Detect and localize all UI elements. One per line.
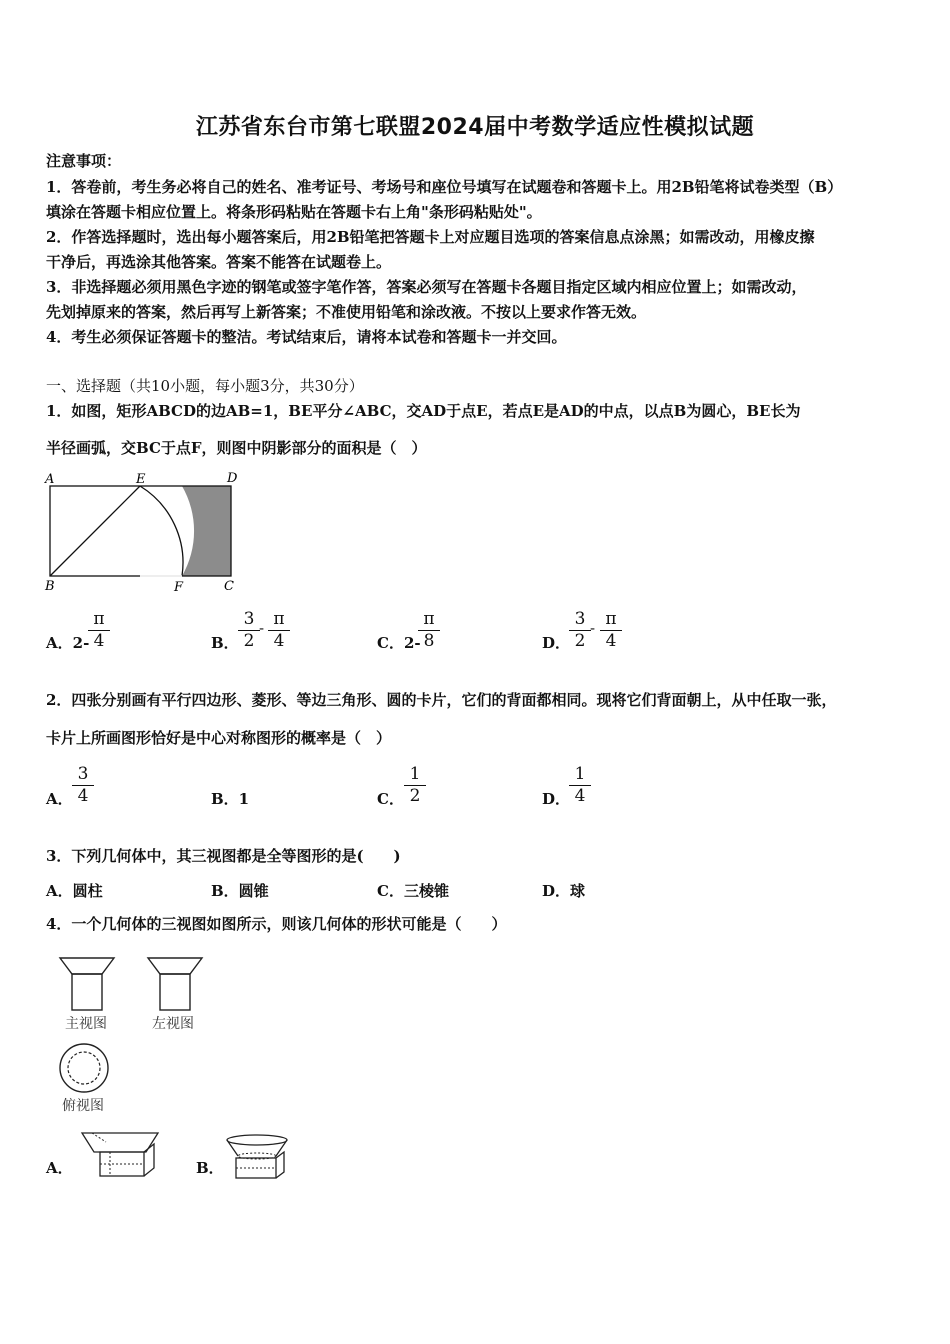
label-f: F [174, 580, 184, 595]
rectangle-figure [40, 468, 250, 596]
arc-ef [140, 486, 183, 576]
cone-top-ellipse [227, 1135, 287, 1145]
numerator: π [423, 609, 435, 629]
box-side [144, 1144, 154, 1176]
label-b: B [45, 579, 55, 594]
notice-line: 填涂在答题卡相应位置上。将条形码粘贴在答题卡右上角"条形码粘贴处"。 [46, 203, 542, 221]
denominator: 2 [409, 786, 421, 806]
question-2-text: 卡片上所画图形恰好是中心对称图形的概率是（ ） [46, 729, 392, 747]
left-view-label: 左视图 [152, 1016, 194, 1032]
question-4-text: 4．一个几何体的三视图如图所示，则该几何体的形状可能是（ ） [46, 915, 507, 933]
front-view-label: 主视图 [65, 1016, 107, 1032]
option-b-label[interactable]: B． [196, 1159, 224, 1177]
denominator: 4 [605, 631, 617, 651]
notice-heading: 注意事项： [46, 152, 122, 170]
numerator: 3 [574, 609, 586, 629]
numerator: 3 [243, 609, 255, 629]
question-3-text: 3．下列几何体中，其三视图都是全等图形的是( ) [46, 847, 401, 865]
denominator: 8 [423, 631, 435, 651]
option-b[interactable]: B．圆锥 [211, 882, 269, 900]
shaded-region [182, 486, 231, 576]
label-c: C [224, 579, 234, 594]
label-a: A [45, 472, 55, 487]
option-a-label[interactable]: A． [46, 1159, 73, 1177]
top-view-inner-circle [68, 1052, 100, 1084]
front-view-body [72, 974, 102, 1010]
box-side [276, 1152, 284, 1178]
option-a-label[interactable]: A． [46, 790, 73, 808]
fraction [88, 610, 110, 650]
fraction [600, 610, 622, 650]
fraction [238, 610, 260, 650]
minus-sign: - [259, 619, 265, 637]
option-a[interactable]: A．圆柱 [46, 882, 103, 900]
left-view-top [148, 958, 202, 974]
three-views-figure [52, 952, 222, 1122]
question-2-text: 2．四张分别画有平行四边形、菱形、等边三角形、圆的卡片，它们的背面都相同。现将它们背面朝上，从中任取一张， [46, 691, 837, 709]
notice-line: 2．作答选择题时，选出每小题答案后，用2B铅笔把答题卡上对应题目选项的答案信息点涂黑；如需改动，用橡皮擦 [46, 228, 815, 246]
option-a-solid[interactable] [80, 1130, 162, 1182]
denominator: 4 [574, 786, 586, 806]
notice-line: 4．考生必须保证答题卡的整洁。考试结束后，请将本试卷和答题卡一并交回。 [46, 328, 567, 346]
question-1-text: 半径画弧，交BC于点F，则图中阴影部分的面积是（ ） [46, 439, 427, 457]
option-d-label[interactable]: D． [542, 634, 571, 652]
fraction [268, 610, 290, 650]
option-c-label[interactable]: C． [377, 790, 404, 808]
fraction [72, 765, 94, 805]
front-view-top [60, 958, 114, 974]
notice-line: 干净后，再选涂其他答案。答案不能答在试题卷上。 [46, 253, 392, 271]
cone-sides [227, 1140, 287, 1156]
denominator: 2 [243, 631, 255, 651]
fraction [569, 765, 591, 805]
option-c[interactable]: C．三棱锥 [377, 882, 449, 900]
option-b-label[interactable]: B． [211, 634, 239, 652]
label-e: E [136, 472, 146, 487]
option-b-label[interactable]: B．1 [211, 790, 250, 808]
question-1-text: 1．如图，矩形ABCD的边AB=1，BE平分∠ABC，交AD于点E，若点E是AD的中点，以点B为圆心，BE长为 [46, 402, 801, 420]
notice-line: 1．答卷前，考生务必将自己的姓名、准考证号、考场号和座位号填写在试题卷和答题卡上。用2B铅笔将试卷类型（B） [46, 178, 843, 196]
option-d[interactable]: D．球 [542, 882, 586, 900]
option-d-label[interactable]: D． [542, 790, 571, 808]
option-c-label[interactable]: C．2- [377, 634, 421, 652]
option-b-solid[interactable] [222, 1132, 294, 1184]
fraction [418, 610, 440, 650]
denominator: 4 [77, 786, 89, 806]
option-a-label[interactable]: A．2- [46, 634, 90, 652]
numerator: π [605, 609, 617, 629]
denominator: 4 [273, 631, 285, 651]
segment-be [50, 486, 140, 576]
numerator: 1 [409, 764, 421, 784]
top-view-outer-circle [60, 1044, 108, 1092]
notice-line: 先划掉原来的答案，然后再写上新答案；不准使用铅笔和涂改液。不按以上要求作答无效。 [46, 303, 647, 321]
denominator: 4 [93, 631, 105, 651]
numerator: π [273, 609, 285, 629]
fraction [569, 610, 591, 650]
minus-sign: - [590, 619, 596, 637]
fraction [404, 765, 426, 805]
denominator: 2 [574, 631, 586, 651]
notice-line: 3．非选择题必须用黑色字迹的钢笔或签字笔作答，答案必须写在答题卡各题目指定区域内相应位置上；如需改动， [46, 278, 807, 296]
numerator: 1 [574, 764, 586, 784]
label-d: D [227, 471, 238, 486]
numerator: π [93, 609, 105, 629]
numerator: 3 [77, 764, 89, 784]
hidden-edge [92, 1133, 106, 1142]
page-title: 江苏省东台市第七联盟2024届中考数学适应性模拟试题 [195, 115, 755, 140]
left-view-body [160, 974, 190, 1010]
top-view-label: 俯视图 [62, 1098, 104, 1114]
section-heading: 一、选择题（共10小题，每小题3分，共30分） [46, 377, 364, 395]
